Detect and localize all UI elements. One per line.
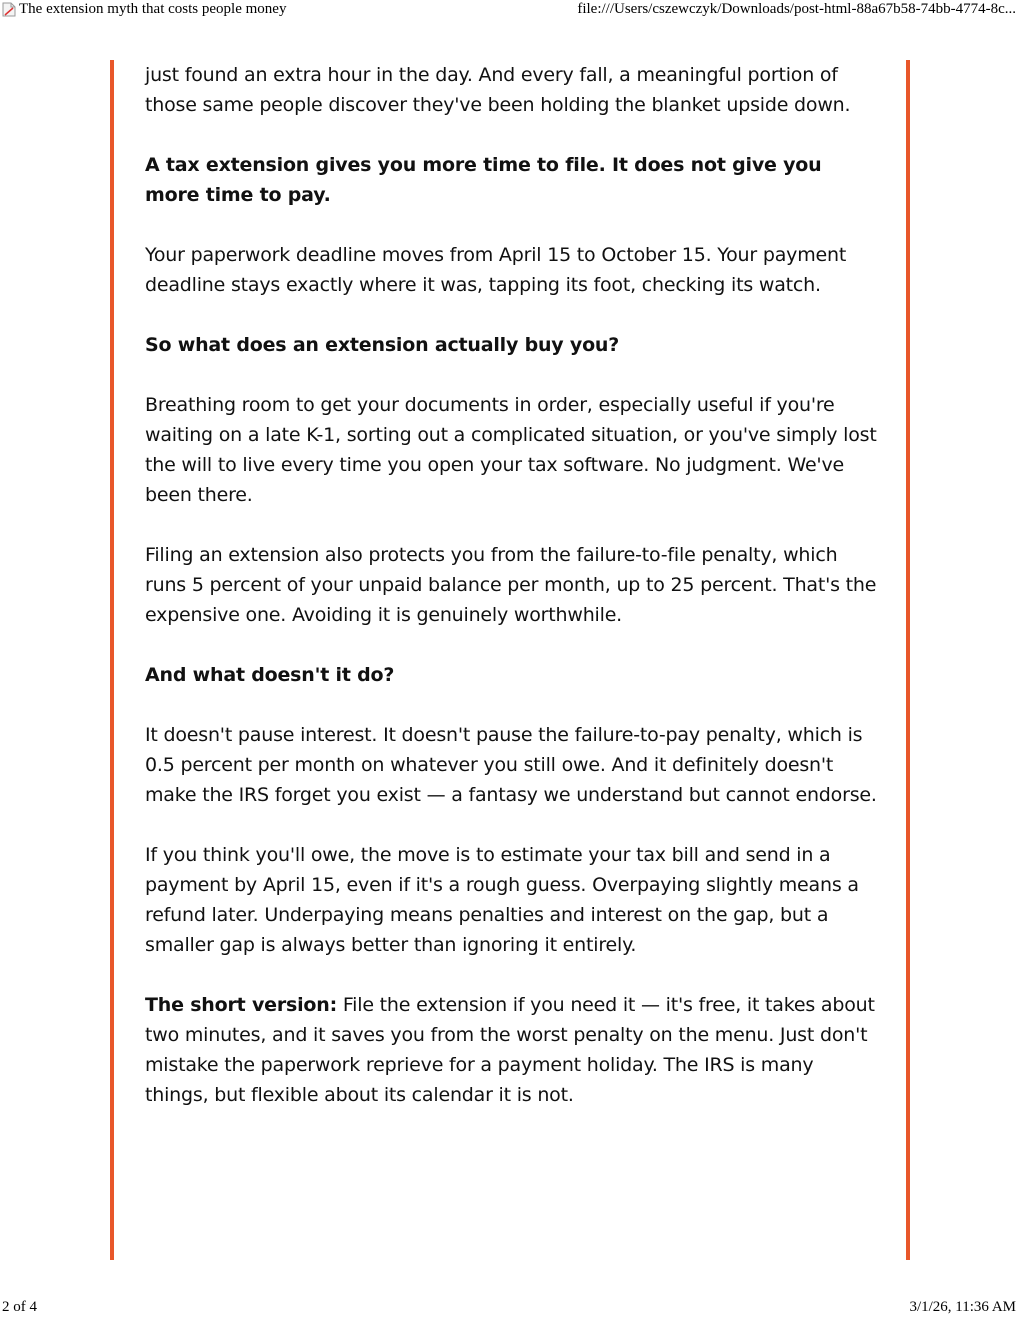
subheading-what-it-buys: So what does an extension actually buy you?: [145, 334, 620, 356]
paragraph-interest: It doesn't pause interest. It doesn't pause the failure-to-pay penalty, which is 0.5 percent per month on whatever you still owe. And it definitely doesn't make the IRS forget you exist — a fantasy we understand but cannot endorse.: [145, 724, 877, 806]
paragraph-estimate: If you think you'll owe, the move is to estimate your tax bill and send in a payment by April 15, even if it's a rough guess. Overpaying slightly means a refund later. Underpaying means penalties and interest on the gap, but a smaller gap is always better than ignoring it entirely.: [145, 844, 859, 956]
paragraph-short-version: [145, 990, 880, 1110]
paragraph-intro-continued: just found an extra hour in the day. And every fall, a meaningful portion of those same people discover they've been holding the blanket upside down.: [145, 64, 851, 116]
paragraph-breathing-room: Breathing room to get your documents in order, especially useful if you're waiting on a late K-1, sorting out a complicated situation, or you've simply lost the will to live every time you open your tax software. No judgment. We've been there.: [145, 394, 877, 506]
left-accent-rule: [110, 60, 114, 1260]
page-number: 2 of 4: [2, 1299, 37, 1315]
print-timestamp: 3/1/26, 11:36 AM: [909, 1299, 1016, 1315]
print-header: [0, 0, 1020, 20]
key-statement: A tax extension gives you more time to file. It does not give you more time to pay.: [145, 154, 822, 206]
document-icon: [2, 2, 16, 17]
right-accent-rule: [906, 60, 910, 1260]
page-title-group: [2, 0, 286, 18]
page-title: The extension myth that costs people money: [19, 1, 287, 17]
short-version-label: The short version:: [145, 994, 337, 1016]
print-footer: [0, 1298, 1020, 1320]
paragraph-failure-to-file: Filing an extension also protects you from the failure-to-file penalty, which runs 5 percent of your unpaid balance per month, up to 25 percent. That's the expensive one. Avoiding it is genuinely worthwhile.: [145, 544, 877, 626]
paragraph-deadlines: Your paperwork deadline moves from April 15 to October 15. Your payment deadline stays exactly where it was, tapping its foot, checking its watch.: [145, 244, 847, 296]
short-version-text: File the extension if you need it — it's free, it takes about two minutes, and it saves you from the worst penalty on the menu. Just don't mistake the paperwork reprieve for a payment holiday. The IRS is many things, but flexible about its calendar it is not.: [145, 994, 875, 1106]
page-url: file:///Users/cszewczyk/Downloads/post-html-88a67b58-74bb-4774-8c...: [577, 1, 1016, 17]
subheading-what-it-doesnt: And what doesn't it do?: [145, 664, 395, 686]
article-body: [145, 60, 880, 1140]
